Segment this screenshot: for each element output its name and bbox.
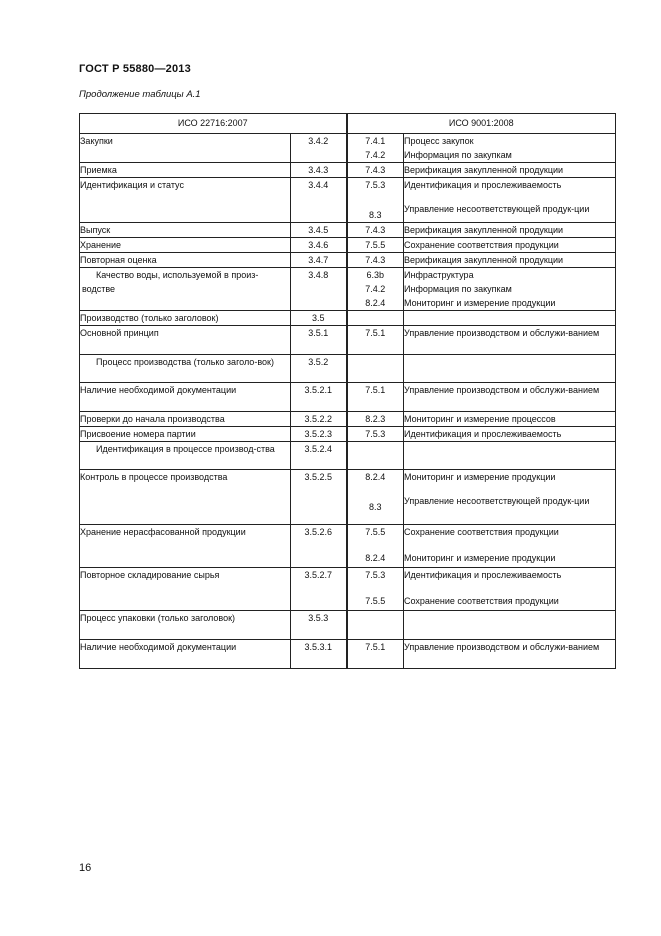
iso9001-clause-names	[404, 525, 616, 568]
iso9001-clause-names	[404, 427, 616, 442]
iso9001-clause-number: 7.4.2	[365, 150, 386, 160]
iso22716-section-name: Хранение нерасфасованной продукции	[80, 525, 291, 568]
iso22716-section-name: Контроль в процессе производства	[80, 470, 291, 525]
iso9001-clause-name: Мониторинг и измерение продукции	[404, 553, 556, 563]
iso9001-clause-number: 7.5.3	[365, 180, 386, 190]
iso9001-clause-name: Информация по закупкам	[404, 284, 512, 294]
table-row	[80, 412, 616, 427]
iso9001-clause-names	[404, 238, 616, 253]
iso9001-clause-number: 7.4.3	[365, 225, 386, 235]
iso9001-clause-number: 8.3	[369, 502, 382, 512]
iso22716-section-number: 3.4.5	[291, 223, 347, 238]
iso22716-section-number: 3.5.2.1	[291, 383, 347, 412]
iso9001-clause-names	[404, 383, 616, 412]
iso22716-section-name: Идентификация в процессе производ-ства	[80, 442, 291, 470]
correspondence-table-body	[80, 114, 616, 669]
table-row	[80, 253, 616, 268]
iso9001-clause-names	[404, 640, 616, 669]
iso22716-section-name: Качество воды, используемой в произ-водстве	[80, 268, 291, 311]
iso22716-section-name: Наличие необходимой документации	[80, 383, 291, 412]
iso22716-section-number: 3.4.6	[291, 238, 347, 253]
iso9001-clause-number: 7.5.3	[365, 570, 386, 580]
iso9001-clause-numbers	[347, 134, 404, 163]
iso9001-clause-numbers	[347, 268, 404, 311]
table-row	[80, 134, 616, 163]
iso22716-section-number: 3.5.2.3	[291, 427, 347, 442]
iso22716-section-number: 3.4.7	[291, 253, 347, 268]
iso9001-clause-name: Верификация закупленной продукции	[404, 225, 564, 235]
iso9001-clause-numbers	[347, 253, 404, 268]
table-continuation-caption: Продолжение таблицы А.1	[79, 89, 201, 100]
table-row	[80, 383, 616, 412]
iso22716-section-number: 3.5	[291, 311, 347, 326]
iso9001-clause-name: Верификация закупленной продукции	[404, 165, 564, 175]
iso9001-clause-name: Мониторинг и измерение продукции	[404, 298, 556, 308]
iso9001-clause-numbers	[347, 442, 404, 470]
iso9001-clause-name: Верификация закупленной продукции	[404, 255, 564, 265]
iso9001-clause-numbers	[347, 163, 404, 178]
iso22716-section-number: 3.5.2.7	[291, 568, 347, 611]
iso22716-section-name: Процесс производства (только заголо-вок)	[80, 355, 291, 383]
iso22716-section-name: Повторное складирование сырья	[80, 568, 291, 611]
iso9001-clause-name: Идентификация и прослеживаемость	[404, 570, 562, 580]
iso22716-section-number: 3.4.2	[291, 134, 347, 163]
iso22716-section-number: 3.5.3.1	[291, 640, 347, 669]
iso22716-section-name: Процесс упаковки (только заголовок)	[80, 611, 291, 640]
iso9001-clause-numbers	[347, 238, 404, 253]
iso9001-clause-names	[404, 268, 616, 311]
iso9001-clause-name: Управление производством и обслужи-ванием	[404, 328, 600, 338]
iso9001-clause-number: 8.2.4	[365, 553, 386, 563]
iso9001-clause-number: 7.5.3	[365, 429, 386, 439]
iso9001-clause-number: 7.5.1	[365, 385, 386, 395]
iso9001-clause-name: Управление несоответствующей продук-ции	[404, 496, 590, 506]
iso9001-clause-names	[404, 311, 616, 326]
iso9001-clause-names	[404, 163, 616, 178]
iso22716-section-number: 3.4.4	[291, 178, 347, 223]
iso9001-clause-number: 8.2.4	[365, 298, 386, 308]
table-row	[80, 178, 616, 223]
iso9001-clause-names	[404, 178, 616, 223]
table-row	[80, 268, 616, 311]
column-header-iso-9001: ИСО 9001:2008	[347, 114, 616, 134]
iso9001-clause-numbers	[347, 611, 404, 640]
iso9001-clause-names	[404, 412, 616, 427]
iso22716-section-number: 3.5.2	[291, 355, 347, 383]
iso9001-clause-names	[404, 355, 616, 383]
iso9001-clause-numbers	[347, 568, 404, 611]
iso22716-section-name: Выпуск	[80, 223, 291, 238]
iso22716-section-number: 3.4.3	[291, 163, 347, 178]
table-row	[80, 238, 616, 253]
table-row	[80, 640, 616, 669]
correspondence-table	[79, 113, 616, 669]
iso22716-section-number: 3.5.2.6	[291, 525, 347, 568]
iso9001-clause-names	[404, 470, 616, 525]
iso9001-clause-number: 7.5.1	[365, 328, 386, 338]
table-row	[80, 470, 616, 525]
iso9001-clause-number: 7.5.5	[365, 596, 386, 606]
iso9001-clause-number: 7.4.2	[365, 284, 386, 294]
iso22716-section-number: 3.5.2.4	[291, 442, 347, 470]
iso22716-section-name: Проверки до начала производства	[80, 412, 291, 427]
page-number: 16	[79, 862, 92, 874]
table-row	[80, 525, 616, 568]
iso9001-clause-number: 8.2.4	[365, 472, 386, 482]
iso9001-clause-number: 7.4.3	[365, 255, 386, 265]
iso9001-clause-name: Идентификация и прослеживаемость	[404, 429, 562, 439]
table-row	[80, 163, 616, 178]
iso9001-clause-name: Управление производством и обслужи-ванием	[404, 642, 600, 652]
iso9001-clause-number: 7.5.5	[365, 240, 386, 250]
iso9001-clause-numbers	[347, 525, 404, 568]
iso9001-clause-numbers	[347, 412, 404, 427]
table-row	[80, 568, 616, 611]
iso9001-clause-number: 7.5.5	[365, 527, 386, 537]
iso9001-clause-name: Мониторинг и измерение продукции	[404, 472, 556, 482]
table-row	[80, 442, 616, 470]
iso22716-section-number: 3.5.3	[291, 611, 347, 640]
iso9001-clause-number: 8.2.3	[365, 414, 386, 424]
iso9001-clause-name: Процесс закупок	[404, 136, 474, 146]
iso9001-clause-names	[404, 611, 616, 640]
iso22716-section-name: Закупки	[80, 134, 291, 163]
table-row	[80, 326, 616, 355]
table-row	[80, 311, 616, 326]
iso9001-clause-number: 8.3	[369, 210, 382, 220]
iso9001-clause-names	[404, 442, 616, 470]
iso9001-clause-names	[404, 134, 616, 163]
iso9001-clause-numbers	[347, 223, 404, 238]
table-row	[80, 611, 616, 640]
iso9001-clause-name: Инфраструктура	[404, 270, 474, 280]
iso9001-clause-name: Управление производством и обслужи-ванием	[404, 385, 600, 395]
iso22716-section-name: Хранение	[80, 238, 291, 253]
iso9001-clause-numbers	[347, 427, 404, 442]
table-row	[80, 427, 616, 442]
iso9001-clause-name: Мониторинг и измерение процессов	[404, 414, 556, 424]
iso9001-clause-names	[404, 253, 616, 268]
iso9001-clause-name: Управление несоответствующей продук-ции	[404, 204, 590, 214]
iso22716-section-name: Повторная оценка	[80, 253, 291, 268]
iso22716-section-name: Присвоение номера партии	[80, 427, 291, 442]
iso9001-clause-numbers	[347, 355, 404, 383]
iso9001-clause-name: Сохранение соответствия продукции	[404, 240, 559, 250]
iso9001-clause-names	[404, 568, 616, 611]
iso9001-clause-name: Сохранение соответствия продукции	[404, 527, 559, 537]
iso9001-clause-number: 7.4.1	[365, 136, 386, 146]
iso9001-clause-names	[404, 223, 616, 238]
iso22716-section-name: Приемка	[80, 163, 291, 178]
iso9001-clause-name: Информация по закупкам	[404, 150, 512, 160]
iso9001-clause-number: 7.4.3	[365, 165, 386, 175]
iso22716-section-number: 3.5.1	[291, 326, 347, 355]
iso9001-clause-numbers	[347, 311, 404, 326]
table-row	[80, 355, 616, 383]
iso9001-clause-number: 6.3b	[366, 270, 385, 280]
column-header-iso-22716: ИСО 22716:2007	[80, 114, 347, 134]
iso9001-clause-name: Идентификация и прослеживаемость	[404, 180, 562, 190]
iso9001-clause-name: Сохранение соответствия продукции	[404, 596, 559, 606]
iso22716-section-number: 3.4.8	[291, 268, 347, 311]
document-title: ГОСТ Р 55880—2013	[79, 63, 191, 75]
iso22716-section-name: Идентификация и статус	[80, 178, 291, 223]
iso22716-section-number: 3.5.2.2	[291, 412, 347, 427]
iso22716-section-name: Производство (только заголовок)	[80, 311, 291, 326]
iso22716-section-name: Наличие необходимой документации	[80, 640, 291, 669]
iso9001-clause-names	[404, 326, 616, 355]
iso22716-section-number: 3.5.2.5	[291, 470, 347, 525]
iso9001-clause-number: 7.5.1	[365, 642, 386, 652]
table-row	[80, 223, 616, 238]
table-header-row	[80, 114, 616, 134]
iso22716-section-name: Основной принцип	[80, 326, 291, 355]
